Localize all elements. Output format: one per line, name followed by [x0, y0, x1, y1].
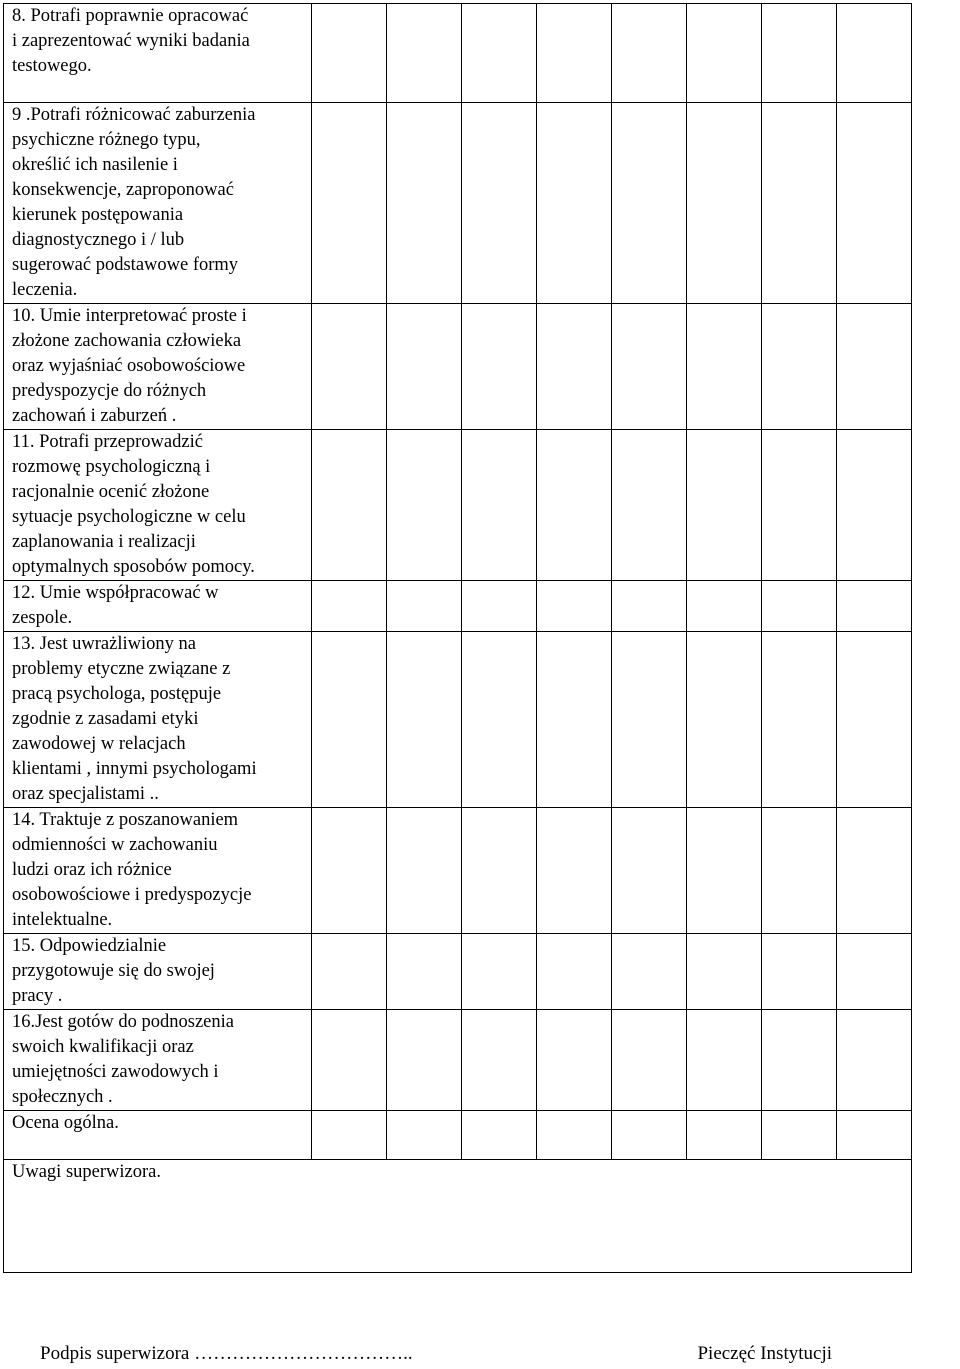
- score-cell: [537, 304, 612, 430]
- criterion-text: 16.Jest gotów do podnoszenia swoich kwalifikacji oraz umiejętności zawodowych i społecznych .: [12, 1012, 234, 1107]
- score-cell: [837, 808, 912, 934]
- criterion-row: [4, 304, 912, 430]
- score-cell: [312, 1111, 387, 1160]
- score-cell: [612, 808, 687, 934]
- criterion-cell: [4, 430, 312, 581]
- criterion-row: [4, 103, 912, 304]
- criterion-cell: [4, 808, 312, 934]
- institution-stamp-label: Pieczęć Instytucji: [697, 1343, 832, 1364]
- criterion-cell: [4, 934, 312, 1010]
- score-cell: [612, 581, 687, 632]
- overall-label: Ocena ogólna.: [12, 1113, 119, 1133]
- score-cell: [387, 304, 462, 430]
- score-cell: [462, 1010, 537, 1111]
- score-cell: [462, 581, 537, 632]
- evaluation-table: [3, 3, 912, 1273]
- criterion-cell: [4, 581, 312, 632]
- score-cell: [312, 581, 387, 632]
- criterion-row: [4, 808, 912, 934]
- score-cell: [612, 934, 687, 1010]
- criterion-text: 10. Umie interpretować proste i złożone zachowania człowieka oraz wyjaśniać osobowościowe predyspozycje do różnych zachowań i zaburzeń .: [12, 306, 247, 426]
- criterion-text: 13. Jest uwrażliwiony na problemy etyczne związane z pracą psychologa, postępuje zgodnie z zasadami etyki zawodowej w relacjach klientami , innymi psychologami oraz specjalistami ..: [12, 634, 257, 804]
- score-cell: [612, 4, 687, 103]
- score-cell: [387, 1111, 462, 1160]
- overall-label-cell: [4, 1111, 312, 1160]
- score-cell: [837, 934, 912, 1010]
- score-cell: [762, 304, 837, 430]
- score-cell: [462, 4, 537, 103]
- criterion-row: [4, 581, 912, 632]
- score-cell: [612, 1111, 687, 1160]
- score-cell: [387, 632, 462, 808]
- score-cell: [837, 304, 912, 430]
- score-cell: [612, 632, 687, 808]
- criterion-text: 9 .Potrafi różnicować zaburzenia psychiczne różnego typu, określić ich nasilenie i konsekwencje, zaproponować kierunek postępowania diagnostycznego i / lub sugerować podstawowe formy leczenia.: [12, 105, 256, 300]
- score-cell: [462, 1111, 537, 1160]
- score-cell: [537, 632, 612, 808]
- score-cell: [537, 430, 612, 581]
- score-cell: [462, 632, 537, 808]
- remarks-row: [4, 1160, 912, 1273]
- score-cell: [537, 1111, 612, 1160]
- score-cell: [837, 430, 912, 581]
- criterion-row: [4, 4, 912, 103]
- score-cell: [537, 808, 612, 934]
- score-cell: [387, 1010, 462, 1111]
- score-cell: [837, 581, 912, 632]
- score-cell: [537, 103, 612, 304]
- score-cell: [837, 4, 912, 103]
- score-cell: [687, 581, 762, 632]
- supervisor-signature-line: Podpis superwizora ……………………………..: [40, 1343, 413, 1364]
- score-cell: [687, 304, 762, 430]
- criterion-cell: [4, 304, 312, 430]
- score-cell: [687, 430, 762, 581]
- score-cell: [762, 103, 837, 304]
- score-cell: [837, 1010, 912, 1111]
- criterion-text: 14. Traktuje z poszanowaniem odmienności w zachowaniu ludzi oraz ich różnice osobowościowe i predyspozycje intelektualne.: [12, 810, 252, 930]
- score-cell: [312, 103, 387, 304]
- criterion-cell: [4, 1010, 312, 1111]
- score-cell: [387, 934, 462, 1010]
- criterion-row: [4, 632, 912, 808]
- criterion-text: 12. Umie współpracować w zespole.: [12, 583, 219, 628]
- score-cell: [537, 934, 612, 1010]
- criterion-cell: [4, 4, 312, 103]
- criterion-row: [4, 430, 912, 581]
- score-cell: [762, 1111, 837, 1160]
- score-cell: [312, 430, 387, 581]
- criterion-row: [4, 1010, 912, 1111]
- score-cell: [762, 430, 837, 581]
- score-cell: [387, 430, 462, 581]
- score-cell: [687, 808, 762, 934]
- score-cell: [312, 808, 387, 934]
- score-cell: [537, 1010, 612, 1111]
- criterion-cell: [4, 103, 312, 304]
- remarks-label: Uwagi superwizora.: [12, 1162, 161, 1182]
- score-cell: [387, 581, 462, 632]
- score-cell: [687, 1111, 762, 1160]
- score-cell: [462, 808, 537, 934]
- score-cell: [612, 103, 687, 304]
- score-cell: [837, 632, 912, 808]
- score-cell: [612, 1010, 687, 1111]
- score-cell: [312, 934, 387, 1010]
- score-cell: [312, 304, 387, 430]
- score-cell: [762, 808, 837, 934]
- score-cell: [837, 103, 912, 304]
- score-cell: [762, 632, 837, 808]
- remarks-cell: [4, 1160, 912, 1273]
- score-cell: [537, 581, 612, 632]
- score-cell: [612, 430, 687, 581]
- overall-row: [4, 1111, 912, 1160]
- score-cell: [462, 934, 537, 1010]
- score-cell: [687, 934, 762, 1010]
- score-cell: [537, 4, 612, 103]
- score-cell: [312, 1010, 387, 1111]
- score-cell: [387, 808, 462, 934]
- score-cell: [837, 1111, 912, 1160]
- score-cell: [762, 1010, 837, 1111]
- score-cell: [312, 4, 387, 103]
- criterion-row: [4, 934, 912, 1010]
- score-cell: [687, 103, 762, 304]
- score-cell: [762, 4, 837, 103]
- score-cell: [612, 304, 687, 430]
- criterion-text: 15. Odpowiedzialnie przygotowuje się do swojej pracy .: [12, 936, 215, 1006]
- score-cell: [387, 103, 462, 304]
- criterion-text: 11. Potrafi przeprowadzić rozmowę psychologiczną i racjonalnie ocenić złożone sytuacje psychologiczne w celu zaplanowania i realizacji optymalnych sposobów pomocy.: [12, 432, 255, 577]
- score-cell: [762, 934, 837, 1010]
- score-cell: [387, 4, 462, 103]
- criterion-cell: [4, 632, 312, 808]
- score-cell: [687, 4, 762, 103]
- score-cell: [462, 430, 537, 581]
- score-cell: [687, 1010, 762, 1111]
- score-cell: [312, 632, 387, 808]
- criterion-text: 8. Potrafi poprawnie opracować i zaprezentować wyniki badania testowego.: [12, 6, 250, 76]
- score-cell: [462, 103, 537, 304]
- score-cell: [687, 632, 762, 808]
- score-cell: [462, 304, 537, 430]
- score-cell: [762, 581, 837, 632]
